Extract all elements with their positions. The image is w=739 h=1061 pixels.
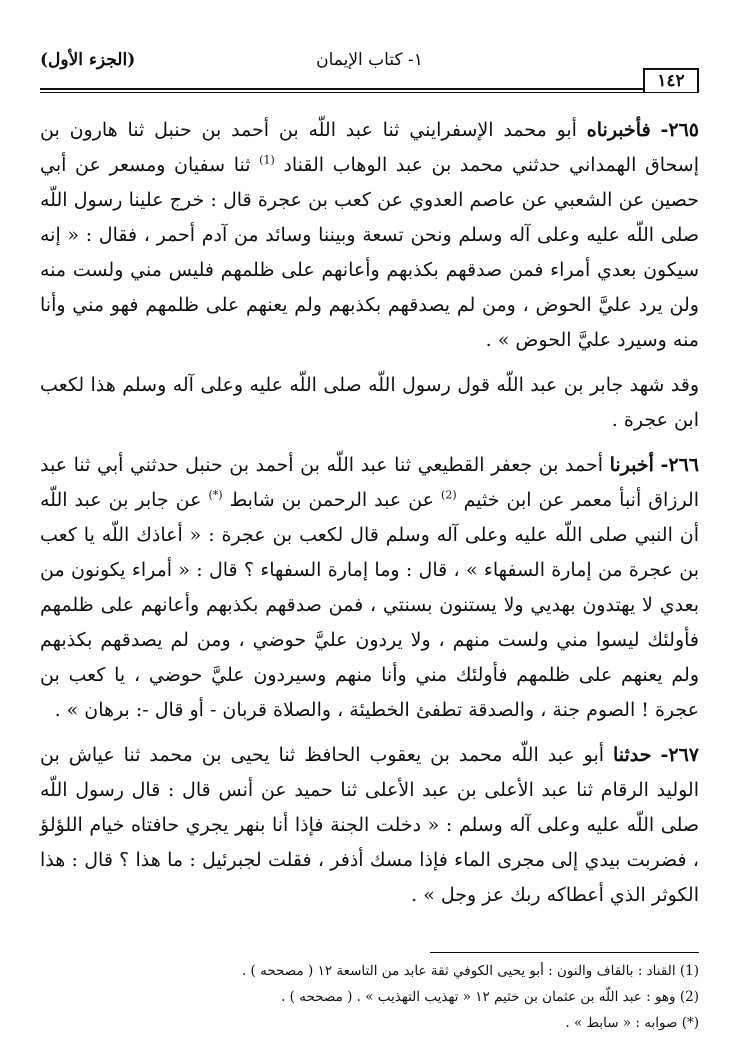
commentary-text: وقد شهد جابر بن عبد اللّه قول رسول اللّه صلى اللّه عليه وعلى آله وسلم هذا لكعب ابن عجرة . — [40, 374, 699, 431]
hadith-text: ثنا سفيان ومسعر عن أبي حصين عن الشعبي عن عاصم العدوي عن كعب بن عجرة قال : خرج علينا رسول اللّه صلى اللّه عليه وعلى آله وسلم ونحن تسعة وبيننا وسائد من آدم أحمر ، فقال : « إنه سيكون بعدي أمراء فمن صدقهم بكذبهم وأعانهم على ظلمهم فليس مني ولست منه ولن يرد عليَّ الحوض ، ومن لم يصدقهم بكذبهم ولم يعنهم على ظلمهم فهو مني وأنا منه وسيرد عليَّ الحوض » . — [40, 154, 699, 351]
main-text — [40, 113, 699, 923]
footnote-2: (2) وهو : عبد اللّه بن عثمان بن خثيم ١٢ « تهذيب التهذيب » . ( مصححه ) . — [281, 989, 699, 1005]
hadith-keyword: أخبرنا — [609, 454, 654, 476]
footnote-separator — [430, 952, 699, 953]
hadith-text: أحمد بن جعفر القطيعي ثنا عبد اللّه بن أحمد بن حنبل حدثني أبي ثنا عبد الرزاق أنبأ معمر عن ابن خثيم — [40, 454, 699, 511]
hadith-267 — [40, 738, 699, 913]
footnote-ref: (2) — [441, 488, 457, 502]
hadith-keyword: فأخبرناه — [586, 119, 651, 141]
running-header — [40, 50, 699, 76]
footnote-star: (*) صوابه : « سابط » . — [565, 1015, 699, 1031]
hadith-265 — [40, 113, 699, 358]
hadith-number: ٢٦٥- — [660, 119, 699, 141]
hadith-text: أبو محمد الإسفرايني ثنا عبد اللّه بن أحمد بن حنبل ثنا هارون بن إسحاق الهمداني حدثني محمد بن عبد الوهاب القناد — [40, 119, 699, 176]
hadith-text: عن عبد الرحمن بن شابط — [222, 489, 442, 511]
hadith-text: أبو عبد اللّه محمد بن يعقوب الحافظ ثنا يحيى بن محمد ثنا عياش بن الوليد الرقام ثنا عبد الأعلى بن عبد الأعلى ثنا حميد عن أنس قال : قال رسول اللّه صلى اللّه عليه وعلى آله وسلم : « دخلت الجنة فإذا أنا بنهر يجري حافتاه خيام اللؤلؤ ، فضربت بيدي إلى مجرى الماء فإذا مسك أذفر ، فقلت لجبرئيل : ما هذا ؟ قال : هذا الكوثر الذي أعطاكه ربك عز وجل » . — [40, 744, 699, 906]
header-rule-thin — [40, 92, 699, 93]
header-rule — [40, 88, 699, 90]
hadith-text: عن جابر بن عبد اللّه أن النبي صلى اللّه عليه وعلى آله وسلم قال لكعب بن عجرة : « أعاذك اللّه يا كعب بن عجرة من إمارة السفهاء » ، قال : وما إمارة السفهاء ؟ قال : « أمراء يكونون من بعدي لا يهتدون بهديي ولا يستنون بسنتي ، فمن صدقهم بكذبهم وأعانهم على ظلمهم فأولئك ليسوا مني ولست منهم ، ولا يردون عليَّ حوضي ، ومن لم يصدقهم بكذبهم ولم يعنهم على ظلمهم فأولئك مني وأنا منهم وسيردون عليَّ حوضي ، يا كعب بن عجرة ! الصوم جنة ، والصدقة تطفئ الخطيئة ، والصلاة قربان - أو قال -: برهان » . — [40, 489, 699, 721]
footnote-1: (1) القناد : بالقاف والنون : أبو يحيى الكوفي ثقة عابد من التاسعة ١٢ ( مصححه ) . — [241, 963, 699, 979]
hadith-number: ٢٦٧- — [660, 744, 699, 766]
hadith-keyword: حدثنا — [613, 744, 652, 766]
footnotes — [40, 958, 699, 1036]
hadith-266 — [40, 448, 699, 728]
footnote-ref: (*) — [208, 488, 223, 502]
commentary-paragraph — [40, 368, 699, 438]
page-number: ١٤٢ — [643, 68, 699, 92]
footnote-ref: (1) — [259, 153, 275, 167]
volume-label: (الجزء الأول) — [40, 50, 136, 70]
hadith-number: ٢٦٦- — [660, 454, 699, 476]
chapter-title: ١- كتاب الإيمان — [316, 50, 423, 70]
